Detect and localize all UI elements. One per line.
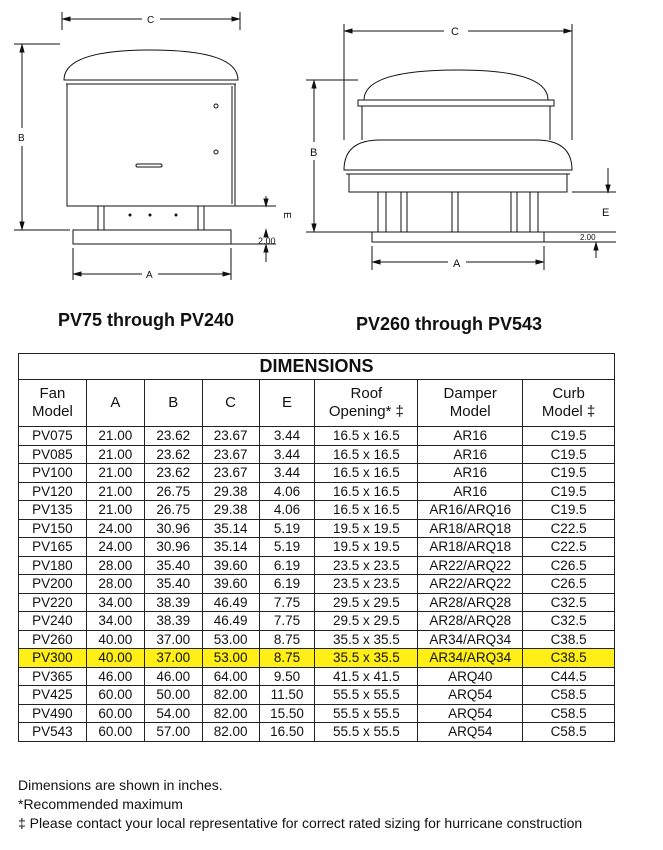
cell-e: 4.06	[259, 482, 315, 501]
cell-b: 26.75	[144, 482, 202, 501]
cell-e: 9.50	[259, 667, 315, 686]
cell-fan-model: PV150	[19, 519, 87, 538]
cell-curb-model: C19.5	[523, 445, 615, 464]
cell-roof-opening: 16.5 x 16.5	[315, 427, 418, 446]
cell-fan-model: PV365	[19, 667, 87, 686]
cell-c: 46.49	[202, 612, 259, 631]
header-curb-model	[523, 380, 615, 427]
header-c	[202, 380, 259, 427]
table-row	[19, 427, 615, 446]
cell-c: 35.14	[202, 538, 259, 557]
cell-damper-model: ARQ40	[418, 667, 523, 686]
cell-roof-opening: 29.5 x 29.5	[315, 612, 418, 631]
cell-c: 29.38	[202, 501, 259, 520]
cell-c: 46.49	[202, 593, 259, 612]
cell-curb-model: C58.5	[523, 704, 615, 723]
dim-label-c-right: C	[451, 26, 459, 38]
cell-a: 60.00	[86, 704, 144, 723]
table-row	[19, 556, 615, 575]
cell-b: 46.00	[144, 667, 202, 686]
cell-curb-model: C19.5	[523, 482, 615, 501]
header-line: Damper	[443, 385, 497, 402]
cell-curb-model: C19.5	[523, 501, 615, 520]
cell-a: 21.00	[86, 445, 144, 464]
cell-curb-model: C22.5	[523, 538, 615, 557]
table-row-highlighted	[19, 649, 615, 668]
cell-damper-model: AR18/ARQ18	[418, 538, 523, 557]
cell-roof-opening: 16.5 x 16.5	[315, 445, 418, 464]
dim-label-offset-left: 2.00	[258, 236, 276, 246]
cell-curb-model: C58.5	[523, 723, 615, 742]
table-row	[19, 612, 615, 631]
cell-a: 21.00	[86, 427, 144, 446]
cell-roof-opening: 19.5 x 19.5	[315, 538, 418, 557]
dim-label-b-left: B	[18, 133, 25, 144]
table-row	[19, 482, 615, 501]
cell-roof-opening: 16.5 x 16.5	[315, 501, 418, 520]
cell-c: 39.60	[202, 556, 259, 575]
cell-a: 40.00	[86, 649, 144, 668]
cell-c: 53.00	[202, 649, 259, 668]
cell-b: 35.40	[144, 556, 202, 575]
note-recommended: *Recommended maximum	[18, 796, 183, 812]
cell-e: 7.75	[259, 612, 315, 631]
table-row	[19, 445, 615, 464]
cell-curb-model: C19.5	[523, 427, 615, 446]
cell-b: 54.00	[144, 704, 202, 723]
cell-e: 4.06	[259, 501, 315, 520]
cell-curb-model: C38.5	[523, 630, 615, 649]
cell-e: 8.75	[259, 649, 315, 668]
cell-damper-model: ARQ54	[418, 723, 523, 742]
cell-a: 24.00	[86, 519, 144, 538]
header-fan-model	[19, 380, 87, 427]
cell-c: 64.00	[202, 667, 259, 686]
dim-label-e-right: E	[602, 207, 610, 219]
cell-damper-model: ARQ54	[418, 686, 523, 705]
cell-damper-model: AR16/ARQ16	[418, 501, 523, 520]
table-title: DIMENSIONS	[19, 354, 615, 380]
header-b	[144, 380, 202, 427]
cell-a: 21.00	[86, 482, 144, 501]
note-hurricane: ‡ Please contact your local representative for correct rated sizing for hurricane construction	[18, 815, 583, 831]
header-a	[86, 380, 144, 427]
cell-b: 30.96	[144, 538, 202, 557]
table-row	[19, 593, 615, 612]
caption-small-models: PV75 through PV240	[58, 310, 235, 330]
cell-e: 6.19	[259, 556, 315, 575]
cell-e: 7.75	[259, 593, 315, 612]
header-line: B	[168, 394, 179, 411]
cell-c: 23.67	[202, 464, 259, 483]
dim-label-c-left: C	[147, 15, 155, 26]
cell-damper-model: AR22/ARQ22	[418, 556, 523, 575]
cell-roof-opening: 19.5 x 19.5	[315, 519, 418, 538]
cell-curb-model: C26.5	[523, 556, 615, 575]
cell-e: 6.19	[259, 575, 315, 594]
cell-roof-opening: 23.5 x 23.5	[315, 556, 418, 575]
header-line: Opening* ‡	[328, 403, 404, 420]
cell-damper-model: ARQ54	[418, 704, 523, 723]
header-line: Model ‡	[541, 403, 596, 420]
cell-roof-opening: 35.5 x 35.5	[315, 649, 418, 668]
cell-curb-model: C19.5	[523, 464, 615, 483]
cell-e: 3.44	[259, 464, 315, 483]
table-row	[19, 501, 615, 520]
cell-c: 39.60	[202, 575, 259, 594]
cell-b: 50.00	[144, 686, 202, 705]
table-row	[19, 667, 615, 686]
cell-e: 3.44	[259, 427, 315, 446]
cell-e: 15.50	[259, 704, 315, 723]
cell-c: 23.67	[202, 427, 259, 446]
cell-fan-model: PV085	[19, 445, 87, 464]
caption-large-models: PV260 through PV543	[356, 314, 543, 334]
cell-b: 38.39	[144, 612, 202, 631]
cell-b: 37.00	[144, 649, 202, 668]
cell-c: 53.00	[202, 630, 259, 649]
cell-curb-model: C38.5	[523, 649, 615, 668]
cell-damper-model: AR34/ARQ34	[418, 630, 523, 649]
header-e	[259, 380, 315, 427]
cell-roof-opening: 23.5 x 23.5	[315, 575, 418, 594]
cell-a: 46.00	[86, 667, 144, 686]
table-row	[19, 704, 615, 723]
cell-b: 30.96	[144, 519, 202, 538]
large-fan-drawing	[306, 24, 616, 270]
cell-a: 21.00	[86, 501, 144, 520]
cell-a: 60.00	[86, 723, 144, 742]
cell-fan-model: PV490	[19, 704, 87, 723]
header-line: Fan	[39, 385, 66, 402]
header-line: E	[281, 394, 292, 411]
cell-curb-model: C22.5	[523, 519, 615, 538]
cell-roof-opening: 55.5 x 55.5	[315, 704, 418, 723]
cell-a: 24.00	[86, 538, 144, 557]
table-row	[19, 464, 615, 483]
cell-damper-model: AR28/ARQ28	[418, 612, 523, 631]
notes	[18, 776, 582, 833]
cell-a: 21.00	[86, 464, 144, 483]
header-line: Curb	[552, 385, 585, 402]
note-units: Dimensions are shown in inches.	[18, 777, 223, 793]
cell-fan-model: PV165	[19, 538, 87, 557]
cell-damper-model: AR22/ARQ22	[418, 575, 523, 594]
table-row	[19, 630, 615, 649]
cell-b: 37.00	[144, 630, 202, 649]
cell-damper-model: AR18/ARQ18	[418, 519, 523, 538]
cell-roof-opening: 55.5 x 55.5	[315, 723, 418, 742]
cell-c: 29.38	[202, 482, 259, 501]
cell-c: 82.00	[202, 686, 259, 705]
dim-label-a-right: A	[453, 258, 461, 270]
cell-roof-opening: 55.5 x 55.5	[315, 686, 418, 705]
cell-b: 38.39	[144, 593, 202, 612]
cell-e: 3.44	[259, 445, 315, 464]
cell-curb-model: C32.5	[523, 593, 615, 612]
table-row	[19, 575, 615, 594]
cell-damper-model: AR34/ARQ34	[418, 649, 523, 668]
cell-c: 35.14	[202, 519, 259, 538]
cell-fan-model: PV200	[19, 575, 87, 594]
cell-fan-model: PV100	[19, 464, 87, 483]
cell-c: 23.67	[202, 445, 259, 464]
cell-e: 8.75	[259, 630, 315, 649]
header-line: A	[110, 394, 121, 411]
cell-damper-model: AR16	[418, 445, 523, 464]
cell-b: 23.62	[144, 445, 202, 464]
cell-curb-model: C58.5	[523, 686, 615, 705]
cell-fan-model: PV075	[19, 427, 87, 446]
dimensions-table	[18, 353, 615, 742]
table-row	[19, 686, 615, 705]
table-row	[19, 519, 615, 538]
cell-c: 82.00	[202, 723, 259, 742]
cell-e: 11.50	[259, 686, 315, 705]
cell-a: 40.00	[86, 630, 144, 649]
table-body	[19, 427, 615, 742]
dim-label-a-left: A	[146, 270, 153, 281]
cell-roof-opening: 35.5 x 35.5	[315, 630, 418, 649]
cell-roof-opening: 16.5 x 16.5	[315, 482, 418, 501]
cell-damper-model: AR16	[418, 427, 523, 446]
dim-label-e-left: E	[281, 212, 292, 219]
cell-roof-opening: 41.5 x 41.5	[315, 667, 418, 686]
dim-label-b-right: B	[310, 147, 318, 159]
fan-dimension-drawings	[0, 0, 663, 300]
cell-e: 5.19	[259, 519, 315, 538]
cell-a: 60.00	[86, 686, 144, 705]
cell-a: 34.00	[86, 593, 144, 612]
cell-fan-model: PV240	[19, 612, 87, 631]
cell-fan-model: PV220	[19, 593, 87, 612]
cell-c: 82.00	[202, 704, 259, 723]
cell-a: 34.00	[86, 612, 144, 631]
table-row	[19, 538, 615, 557]
cell-fan-model: PV543	[19, 723, 87, 742]
cell-fan-model: PV300	[19, 649, 87, 668]
small-fan-drawing	[14, 12, 292, 281]
cell-curb-model: C44.5	[523, 667, 615, 686]
cell-b: 23.62	[144, 464, 202, 483]
header-line: C	[225, 394, 237, 411]
cell-fan-model: PV180	[19, 556, 87, 575]
cell-b: 35.40	[144, 575, 202, 594]
cell-roof-opening: 16.5 x 16.5	[315, 464, 418, 483]
header-roof-opening	[315, 380, 418, 427]
cell-b: 23.62	[144, 427, 202, 446]
cell-curb-model: C32.5	[523, 612, 615, 631]
cell-fan-model: PV120	[19, 482, 87, 501]
cell-damper-model: AR16	[418, 482, 523, 501]
cell-roof-opening: 29.5 x 29.5	[315, 593, 418, 612]
dim-label-offset-right: 2.00	[580, 233, 596, 242]
header-line: Roof	[350, 385, 383, 402]
cell-a: 28.00	[86, 556, 144, 575]
cell-curb-model: C26.5	[523, 575, 615, 594]
cell-a: 28.00	[86, 575, 144, 594]
header-line: Model	[32, 403, 73, 420]
header-line: Model	[449, 403, 491, 420]
cell-fan-model: PV425	[19, 686, 87, 705]
cell-e: 5.19	[259, 538, 315, 557]
cell-b: 57.00	[144, 723, 202, 742]
table-row	[19, 723, 615, 742]
cell-fan-model: PV135	[19, 501, 87, 520]
header-damper-model	[418, 380, 523, 427]
table-header-row	[19, 380, 615, 427]
cell-e: 16.50	[259, 723, 315, 742]
cell-b: 26.75	[144, 501, 202, 520]
cell-fan-model: PV260	[19, 630, 87, 649]
cell-damper-model: AR16	[418, 464, 523, 483]
cell-damper-model: AR28/ARQ28	[418, 593, 523, 612]
